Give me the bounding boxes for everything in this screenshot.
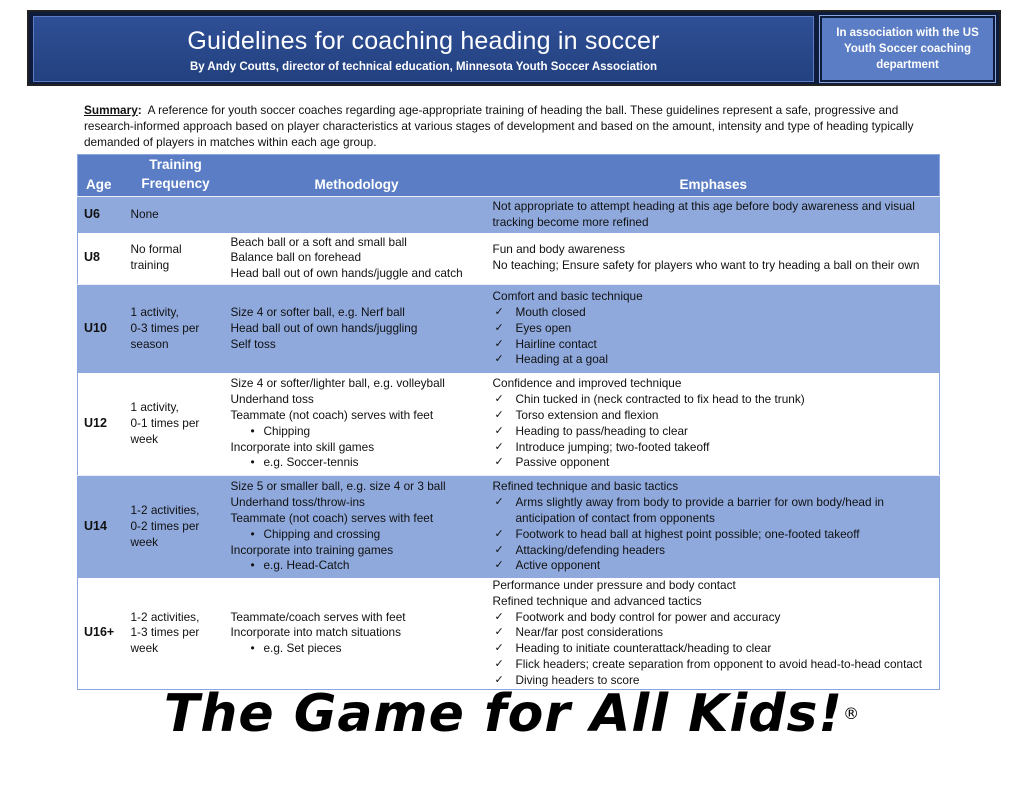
header-age: Age: [86, 177, 112, 193]
line-item: Balance ball on forehead: [230, 250, 362, 265]
line-item: Comfort and basic technique: [492, 289, 643, 304]
title-panel: [33, 16, 814, 82]
checklist-item: ✓ Hairline contact: [493, 337, 935, 353]
line-item: Head ball out of own hands/juggle and catch: [230, 266, 463, 281]
line-item: Incorporate into training games: [230, 542, 394, 557]
checklist-item: ✓ Eyes open: [493, 321, 935, 337]
frequency-cell: [126, 476, 226, 578]
line-item: Fun and body awareness: [492, 242, 625, 257]
age-cell: U12: [84, 415, 107, 430]
methodology-cell: [226, 476, 488, 578]
byline: By Andy Coutts, director of technical education, Minnesota Youth Soccer Association: [189, 61, 658, 73]
checklist-item: ✓ Footwork and body control for power and accuracy: [493, 610, 935, 626]
age-cell: U10: [78, 285, 126, 373]
checklist-item: ✓ Introduce jumping; two-footed takeoff: [493, 440, 935, 456]
checklist-item: ✓ Flick headers; create separation from opponent to avoid head-to-head contact: [493, 657, 935, 673]
frequency-line: season: [130, 336, 169, 351]
frequency-line: 0-1 times per: [130, 415, 200, 430]
frequency-line: None: [130, 206, 159, 221]
line-item: Incorporate into skill games: [230, 439, 375, 454]
frequency-cell: [126, 197, 226, 233]
page-title: Guidelines for coaching heading in soccer: [187, 27, 660, 55]
checklist-item: ✓ Footwork to head ball at highest point possible; one-footed takeoff: [493, 527, 935, 543]
line-item: Confidence and improved technique: [492, 376, 682, 391]
association-note: In association with the US Youth Soccer coaching department: [820, 16, 995, 82]
frequency-line: No formal: [130, 242, 182, 257]
methodology-cell: [226, 578, 488, 690]
frequency-line: week: [130, 431, 159, 446]
line-item: Self toss: [230, 336, 276, 351]
methodology-cell: [226, 285, 488, 373]
checklist-item: ✓ Diving headers to score: [493, 673, 935, 689]
emphases-cell: [488, 233, 940, 285]
frequency-line: 1-2 activities,: [130, 503, 200, 518]
bullet-item: • e.g. Set pieces: [231, 641, 483, 657]
frequency-line: 0-2 times per: [130, 518, 200, 533]
tagline-text: The Game for All Kids!: [163, 684, 844, 744]
line-item: Teammate/coach serves with feet: [230, 609, 406, 624]
frequency-line: week: [130, 534, 159, 549]
emphases-cell: [488, 578, 940, 690]
line-item: Head ball out of own hands/juggling: [230, 320, 418, 335]
emphases-cell: [488, 476, 940, 578]
summary-label: Summary: [84, 103, 138, 117]
line-item: Performance under pressure and body contact: [492, 577, 736, 592]
bullet-item: • e.g. Soccer-tennis: [231, 455, 483, 471]
line-item: Incorporate into match situations: [230, 625, 401, 640]
tagline: [0, 684, 1024, 744]
emphases-cell: [488, 373, 940, 476]
age-cell: U6: [78, 197, 126, 233]
frequency-line: 1-2 activities,: [130, 609, 200, 624]
checklist-item: ✓ Chin tucked in (neck contracted to fix head to the trunk): [493, 392, 935, 408]
table-row: [78, 197, 940, 233]
line-item: Underhand toss/throw-ins: [230, 495, 365, 510]
table-row: [78, 476, 940, 578]
checklist-item: ✓ Passive opponent: [493, 455, 935, 471]
checklist-item: ✓ Active opponent: [493, 558, 935, 574]
methodology-cell: [226, 197, 488, 233]
frequency-line: 1 activity,: [130, 305, 179, 320]
frequency-line: week: [130, 641, 159, 656]
checklist-item: ✓ Near/far post considerations: [493, 625, 935, 641]
methodology-cell: [226, 373, 488, 476]
frequency-cell: [126, 373, 226, 476]
checklist-item: ✓ Arms slightly away from body to provide a barrier for own body/head in anticipation of contact from opponents: [493, 495, 935, 527]
table-row: [78, 233, 940, 285]
frequency-cell: [126, 578, 226, 690]
checklist-item: ✓ Attacking/defending headers: [493, 543, 935, 559]
emphases-cell: [488, 197, 940, 233]
table-body: [78, 197, 940, 690]
line-item: Refined technique and basic tactics: [492, 479, 679, 494]
frequency-line: 1-3 times per: [130, 625, 200, 640]
age-cell: U8: [84, 250, 100, 265]
guidelines-table: [77, 154, 940, 690]
checklist-item: ✓ Mouth closed: [493, 305, 935, 321]
header-banner: [27, 10, 1001, 86]
summary: Summary: A reference for youth soccer coaches regarding age-appropriate training of heading the ball. These guidelines represent a safe, progressive and research-informed approach based on player characteristics at various stages of development and based on the amount, intensity and type of heading typically demanded of players in matches within each age group.: [84, 103, 914, 149]
header-frequency: Training Frequency: [141, 157, 210, 191]
line-item: Beach ball or a soft and small ball: [230, 234, 407, 249]
checklist-item: ✓ Torso extension and flexion: [493, 408, 935, 424]
line-item: No teaching; Ensure safety for players who want to try heading a ball on their own: [492, 258, 920, 273]
table-header-row: [78, 155, 940, 197]
line-item: Teammate (not coach) serves with feet: [230, 510, 434, 525]
table-row: [78, 373, 940, 476]
header-emphases: Emphases: [679, 177, 748, 193]
summary-text: A reference for youth soccer coaches regarding age-appropriate training of heading the ball. These guidelines represent a safe, progressive and research-informed approach based on player characteristics at various stages of development and based on the amount, intensity and type of heading typically demanded of players in matches within each age group.: [84, 103, 914, 149]
line-item: Refined technique and advanced tactics: [492, 593, 702, 608]
bullet-item: • Chipping and crossing: [231, 527, 483, 543]
checklist-item: ✓ Heading to initiate counterattack/heading to clear: [493, 641, 935, 657]
line-item: Size 4 or softer/lighter ball, e.g. volleyball: [230, 376, 445, 391]
emphases-cell: [488, 285, 940, 373]
frequency-cell: [126, 285, 226, 373]
frequency-cell: [126, 233, 226, 285]
line-item: Teammate (not coach) serves with feet: [230, 407, 434, 422]
age-cell: U14: [78, 476, 126, 578]
frequency-line: training: [130, 258, 170, 273]
header-methodology: Methodology: [314, 177, 399, 193]
registered-mark: ®: [843, 704, 861, 723]
line-item: Size 5 or smaller ball, e.g. size 4 or 3 ball: [230, 479, 446, 494]
bullet-item: • Chipping: [231, 424, 483, 440]
line-item: Underhand toss: [230, 392, 314, 407]
methodology-cell: [226, 233, 488, 285]
line-item: Size 4 or softer ball, e.g. Nerf ball: [230, 305, 405, 320]
table-row: [78, 578, 940, 690]
bullet-item: • e.g. Head-Catch: [231, 558, 483, 574]
age-cell: U16+: [84, 625, 115, 640]
checklist-item: ✓ Heading at a goal: [493, 352, 935, 368]
line-item: Not appropriate to attempt heading at this age before body awareness and visual tracking become more refined: [492, 198, 915, 229]
frequency-line: 0-3 times per: [130, 320, 200, 335]
frequency-line: 1 activity,: [130, 400, 179, 415]
table-row: [78, 285, 940, 373]
checklist-item: ✓ Heading to pass/heading to clear: [493, 424, 935, 440]
